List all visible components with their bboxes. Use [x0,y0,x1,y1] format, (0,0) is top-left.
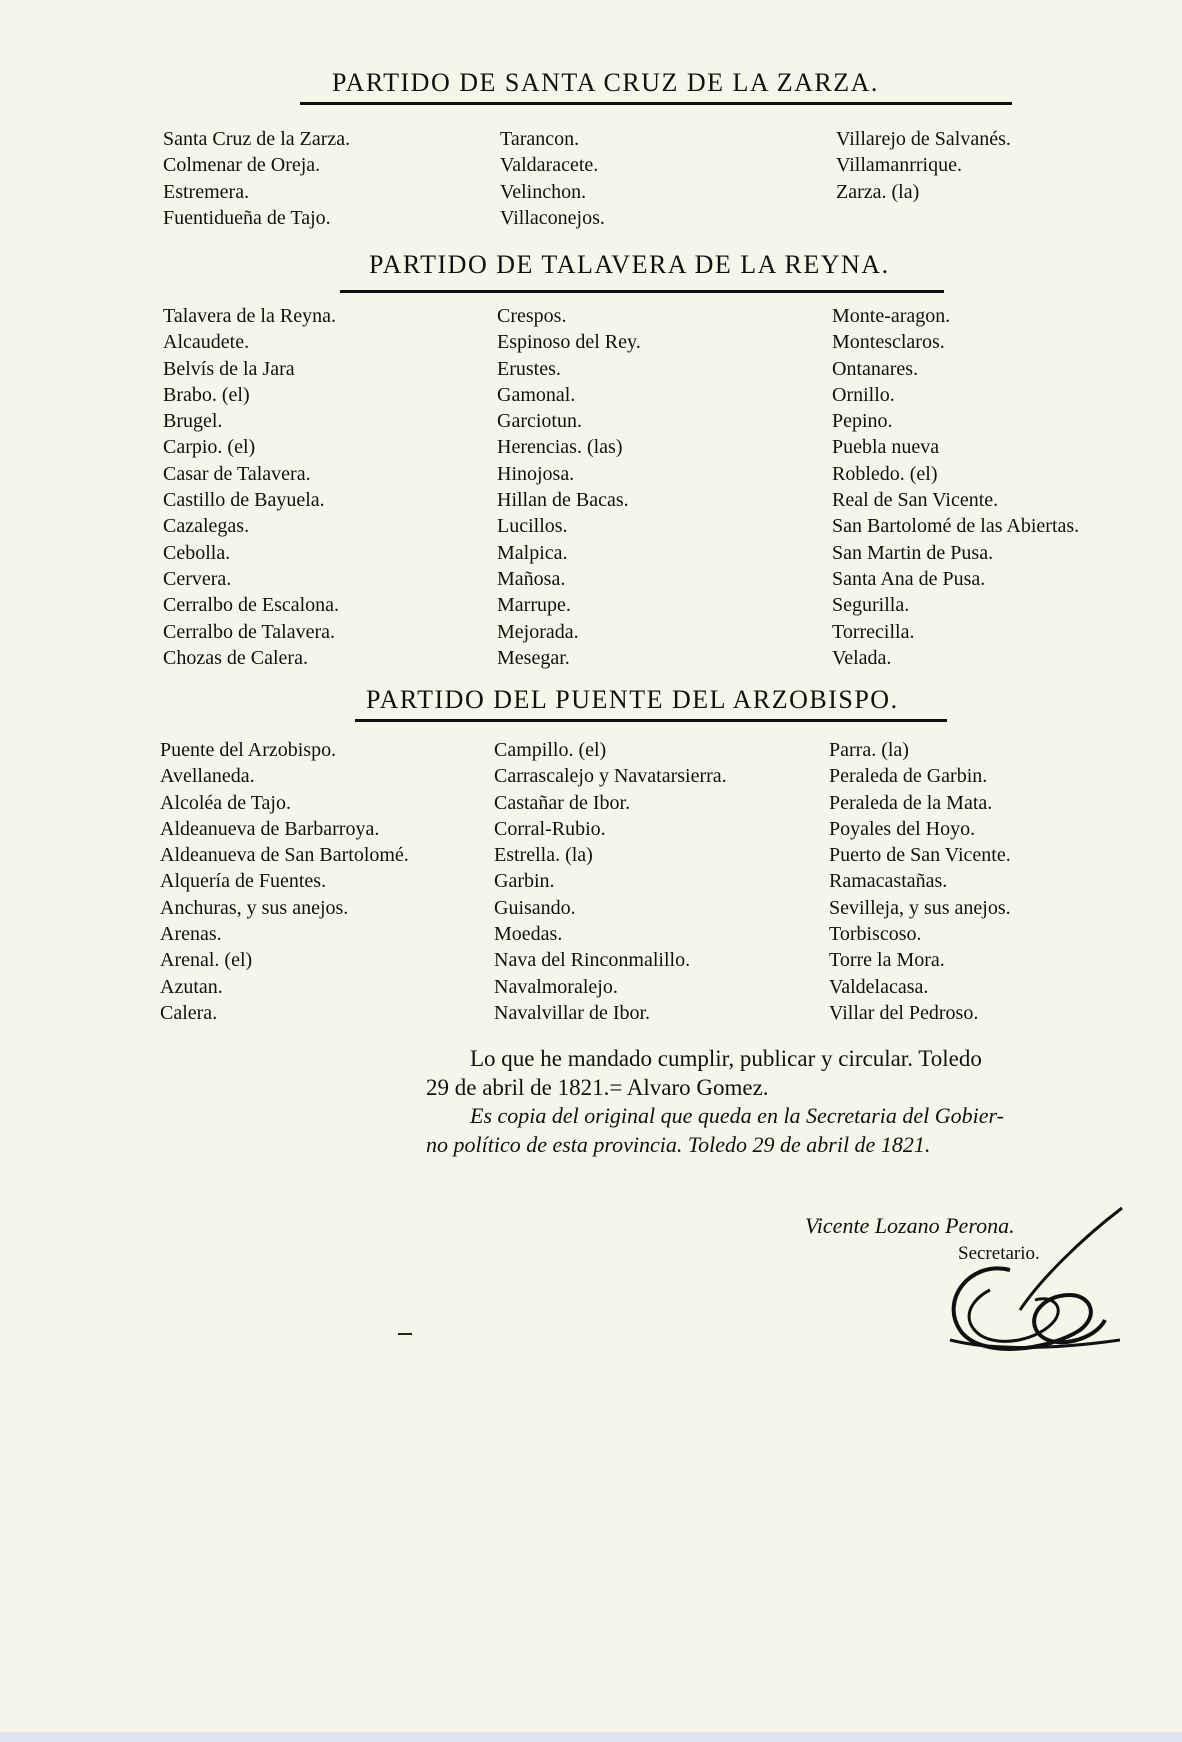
signatory-title: Secretario. [958,1243,1040,1264]
town-column [497,303,641,671]
town-entry: Villamanrrique. [836,154,962,177]
town-entry: Valdelacasa. [829,975,929,998]
town-entry: Pepino. [832,410,893,433]
town-entry: Mejorada. [497,620,579,643]
town-entry: Garciotun. [497,410,582,433]
section-heading: PARTIDO DE SANTA CRUZ DE LA ZARZA. [332,68,879,97]
heading-rule [355,719,947,722]
town-entry: Navalvillar de Ibor. [494,1001,651,1024]
town-entry: Anchuras, y sus anejos. [160,896,349,919]
town-entry: Ramacastañas. [829,870,948,893]
town-entry: Corral-Rubio. [494,817,606,840]
town-entry: Brugel. [163,410,223,433]
closing-line-1: Lo que he mandado cumplir, publicar y circular. Toledo [470,1046,982,1071]
town-entry: Velada. [832,646,892,669]
town-entry: Lucillos. [497,515,568,538]
town-entry: Cervera. [163,567,232,590]
town-entry: Azutan. [160,975,223,998]
town-entry: Navalmoralejo. [494,975,618,998]
town-entry: Villaconejos. [500,206,605,229]
town-entry: Santa Cruz de la Zarza. [163,128,351,150]
town-entry: Parra. (la) [829,739,909,761]
town-entry: Puente del Arzobispo. [160,739,337,761]
town-column [163,303,339,671]
town-entry: Fuentidueña de Tajo. [163,206,331,229]
town-entry: Moedas. [494,923,563,946]
page-mark [398,1333,412,1335]
town-entry: Alcoléa de Tajo. [160,791,291,814]
town-entry: Calera. [160,1001,218,1024]
town-entry: Castañar de Ibor. [494,791,631,814]
town-entry: Torbiscoso. [829,923,922,946]
town-entry: Arenas. [160,923,222,946]
town-entry: Mesegar. [497,646,570,669]
town-entry: Zarza. (la) [836,180,920,203]
town-entry: Peraleda de Garbin. [829,765,988,788]
town-entry: Sevilleja, y sus anejos. [829,896,1011,919]
town-entry: Garbin. [494,870,555,893]
heading-rule [340,290,944,293]
town-entry: Erustes. [497,357,561,380]
copy-note-line-2: no político de esta provincia. Toledo 29 de abril de 1821. [426,1132,931,1157]
town-entry: Casar de Talavera. [163,462,311,485]
signatory-name: Vicente Lozano Perona. [805,1213,1015,1238]
town-entry: Cerralbo de Talavera. [163,620,336,643]
section-heading: PARTIDO DE TALAVERA DE LA REYNA. [369,250,890,279]
town-entry: Avellaneda. [160,765,255,788]
town-entry: Aldeanueva de Barbarroya. [160,817,380,840]
town-column [832,303,1079,671]
town-entry: Ontanares. [832,357,919,380]
town-entry: Herencias. (las) [497,436,623,459]
signature-flourish-icon [930,1200,1130,1380]
town-entry: Villar del Pedroso. [829,1001,979,1024]
town-entry: Crespos. [497,305,567,327]
town-entry: Torrecilla. [832,620,915,643]
town-entry: Mañosa. [497,567,566,590]
copy-note-line-1: Es copia del original que queda en la Secretaria del Gobier- [470,1103,1004,1128]
town-column [836,126,1011,205]
town-entry: Carrascalejo y Navatarsierra. [494,765,727,788]
town-column [500,126,605,231]
town-entry: Montesclaros. [832,331,945,354]
town-entry: Alcaudete. [163,331,250,354]
town-entry: Estrella. (la) [494,844,593,867]
town-entry: Colmenar de Oreja. [163,154,321,177]
town-entry: Talavera de la Reyna. [163,305,336,327]
town-entry: Malpica. [497,541,568,564]
town-entry: Poyales del Hoyo. [829,817,976,840]
town-entry: Cerralbo de Escalona. [163,594,340,617]
town-column [163,126,350,231]
town-entry: Real de San Vicente. [832,489,999,512]
town-entry: Aldeanueva de San Bartolomé. [160,844,409,867]
town-entry: Chozas de Calera. [163,646,308,669]
town-entry: Gamonal. [497,383,576,406]
heading-rule [300,102,1012,105]
town-entry: Peraleda de la Mata. [829,791,993,814]
town-entry: Alquería de Fuentes. [160,870,327,893]
town-entry: Segurilla. [832,594,910,617]
town-column [160,737,409,1026]
town-entry: Brabo. (el) [163,383,250,406]
town-entry: Cebolla. [163,541,231,564]
town-entry: Valdaracete. [500,154,599,177]
town-entry: Carpio. (el) [163,436,256,459]
town-entry: Espinoso del Rey. [497,331,641,354]
town-entry: Villarejo de Salvanés. [836,128,1011,150]
closing-line-2: 29 de abril de 1821.= Alvaro Gomez. [426,1075,769,1100]
town-entry: Monte-aragon. [832,305,951,327]
town-entry: Guisando. [494,896,576,919]
town-entry: Marrupe. [497,594,571,617]
town-entry: Santa Ana de Pusa. [832,567,986,590]
town-entry: Arenal. (el) [160,949,253,972]
town-column [829,737,1011,1026]
town-entry: Cazalegas. [163,515,250,538]
town-column [494,737,727,1026]
town-entry: Puebla nueva [832,436,940,459]
town-entry: Nava del Rinconmalillo. [494,949,691,972]
town-entry: Velinchon. [500,180,587,203]
town-entry: Tarancon. [500,128,580,150]
town-entry: Belvís de la Jara [163,357,295,380]
town-entry: Ornillo. [832,383,895,406]
scan-edge [0,1732,1182,1742]
town-entry: Hinojosa. [497,462,575,485]
town-entry: San Bartolomé de las Abiertas. [832,515,1080,538]
town-entry: Robledo. (el) [832,462,938,485]
section-heading: PARTIDO DEL PUENTE DEL ARZOBISPO. [366,685,899,714]
town-entry: San Martin de Pusa. [832,541,994,564]
town-entry: Estremera. [163,180,250,203]
town-entry: Castillo de Bayuela. [163,489,325,512]
town-entry: Torre la Mora. [829,949,945,972]
town-entry: Campillo. (el) [494,739,607,761]
town-entry: Hillan de Bacas. [497,489,629,512]
town-entry: Puerto de San Vicente. [829,844,1011,867]
